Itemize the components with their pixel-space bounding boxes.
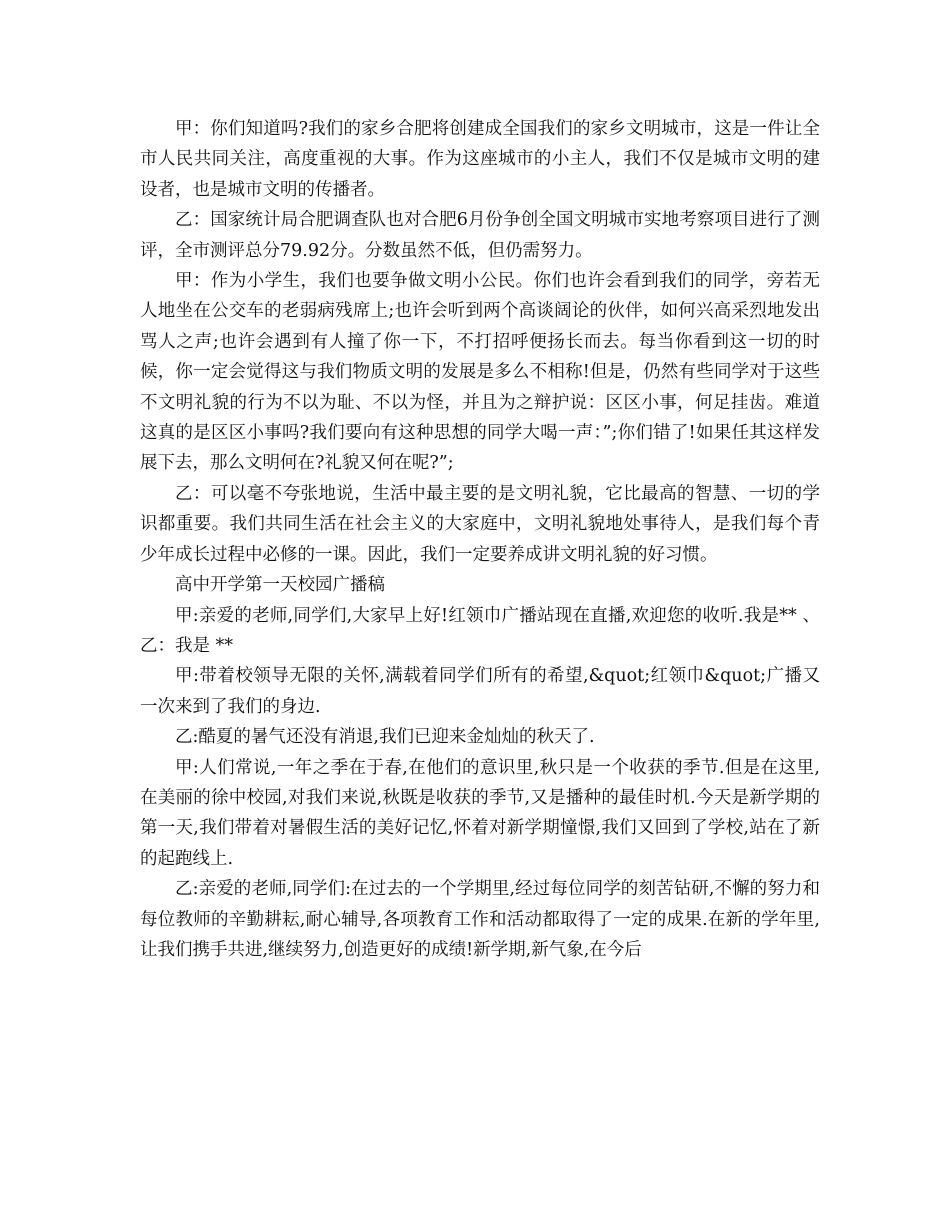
paragraph: 甲：作为小学生，我们也要争做文明小公民。你们也许会看到我们的同学，旁若无人地坐在公交车的老弱病残席上;也许会听到两个高谈阔论的伙伴，如何兴高采烈地发出骂人之声;也许会遇到有人撞了你一下，不打招呼便扬长而去。每当你看到这一切的时候，你一定会觉得这与我们物质文明的发展是多么不相称!但是，仍然有些同学对于这些不文明礼貌的行为不以为耻、不以为怪，并且为之辩护说：区区小事，何足挂齿。难道这真的是区区小事吗?我们要向有这种思想的同学大喝一声：”;你们错了!如果任其这样发展下去，那么文明何在?礼貌又何在呢?”; [140, 271, 820, 474]
paragraph: 甲:带着校领导无限的关怀,满载着同学们所有的希望,&quot;红领巾&quot;广播又一次来到了我们的身边. [140, 666, 820, 717]
paragraph: 乙:亲爱的老师,同学们:在过去的一个学期里,经过每位同学的刻苦钻研,不懈的努力和每位教师的辛勤耕耘,耐心辅导,各项教育工作和活动都取得了一定的成果.在新的学年里,让我们携手共进,继续努力,创造更好的成绩!新学期,新气象,在今后 [140, 879, 820, 960]
paragraph: 乙：国家统计局合肥调查队也对合肥6月份争创全国文明城市实地考察项目进行了测评，全市测评总分79.92分。分数虽然不低，但仍需努力。 [140, 210, 820, 261]
paragraph: 乙：可以毫不夸张地说，生活中最主要的是文明礼貌，它比最高的智慧、一切的学识都重要。我们共同生活在社会主义的大家庭中，文明礼貌地处事待人，是我们每个青少年成长过程中必修的一课。因此，我们一定要养成讲文明礼貌的好习惯。 [140, 483, 820, 565]
paragraph: 甲：你们知道吗?我们的家乡合肥将创建成全国我们的家乡文明城市，这是一件让全市人民共同关注，高度重视的大事。作为这座城市的小主人，我们不仅是城市文明的建设者，也是城市文明的传播者。 [140, 119, 820, 200]
section-title: 高中开学第一天校园广播稿 [175, 575, 385, 596]
paragraph: 乙:酷夏的暑气还没有消退,我们已迎来金灿灿的秋天了. [175, 727, 595, 748]
paragraph: 甲:亲爱的老师,同学们,大家早上好!红领巾广播站现在直播,欢迎您的收听.我是** 、乙：我是 ** [140, 605, 820, 656]
document-page [140, 114, 820, 965]
paragraph: 甲:人们常说,一年之季在于春,在他们的意识里,秋只是一个收获的季节.但是在这里,在美丽的徐中校园,对我们来说,秋既是收获的季节,又是播种的最佳时机.今天是新学期的第一天,我们带着对暑假生活的美好记忆,怀着对新学期憧憬,我们又回到了学校,站在了新的起跑线上. [140, 757, 820, 869]
